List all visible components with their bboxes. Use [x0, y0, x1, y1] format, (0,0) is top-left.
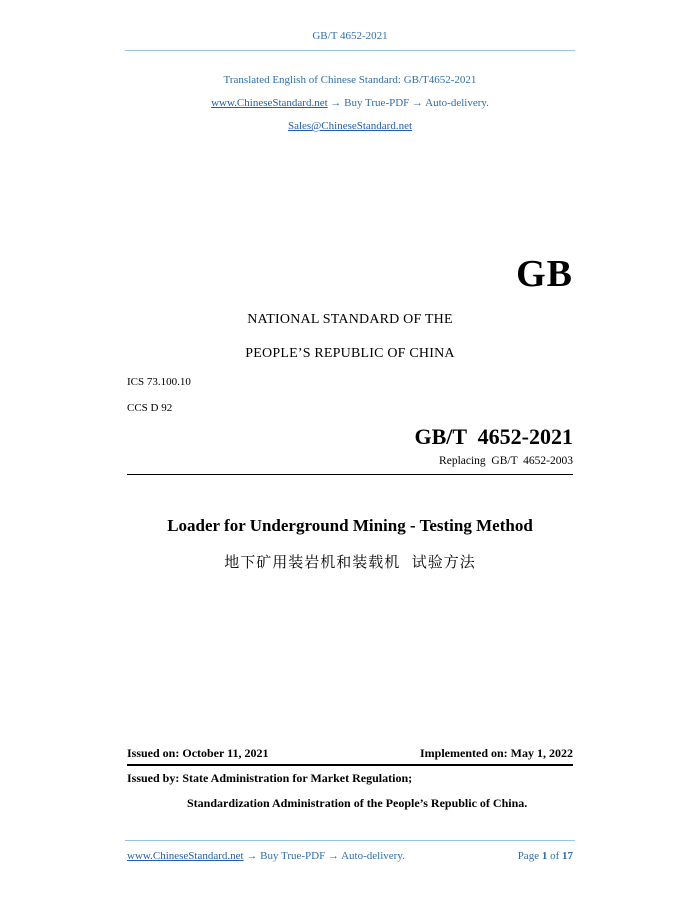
replacing-note: Replacing GB/T 4652-2003: [439, 455, 573, 467]
gb-logo: GB: [516, 253, 573, 295]
chinesestandard-link[interactable]: www.ChineseStandard.net: [211, 97, 328, 109]
purchase-text: → Buy True-PDF → Auto-delivery.: [327, 97, 489, 109]
dates-divider: [127, 764, 573, 766]
purchase-line: [0, 97, 700, 109]
page-total: 17: [562, 850, 573, 862]
document-title-chinese: 地下矿用装岩机和装载机 试验方法: [224, 553, 476, 571]
national-standard-line1: NATIONAL STANDARD OF THE: [247, 312, 453, 327]
header-divider: [125, 50, 575, 51]
page-current: 1: [541, 850, 548, 862]
national-standard-line2: PEOPLE’S REPUBLIC OF CHINA: [245, 346, 455, 361]
sales-email-link[interactable]: Sales@ChineseStandard.net: [287, 120, 413, 132]
ccs-code: CCS D 92: [127, 402, 173, 414]
standard-number: GB/T 4652-2021: [414, 424, 573, 449]
footer-purchase-line: [127, 850, 405, 862]
implemented-on-date: Implemented on: May 1, 2022: [420, 746, 573, 760]
page-label: Page: [517, 850, 540, 862]
issued-on-date: Issued on: October 11, 2021: [127, 746, 269, 760]
document-title-english: Loader for Underground Mining - Testing Method: [167, 516, 533, 535]
translation-notice: Translated English of Chinese Standard: GB/T4652-2021: [223, 74, 477, 86]
email-line: [0, 120, 700, 132]
issued-by-line2: Standardization Administration of the People’s Republic of China.: [187, 796, 528, 810]
ics-code: ICS 73.100.10: [127, 376, 191, 388]
page-of-label: of: [550, 850, 560, 862]
footer-chinesestandard-link[interactable]: www.ChineseStandard.net: [127, 850, 244, 862]
footer-divider: [125, 840, 575, 841]
title-divider: [127, 474, 573, 475]
issued-by-line1: Issued by: State Administration for Market Regulation;: [127, 771, 413, 785]
footer-purchase-text: → Buy True-PDF → Auto-delivery.: [243, 850, 405, 862]
header-doc-code: GB/T 4652-2021: [312, 30, 388, 42]
page-indicator: [518, 850, 573, 862]
